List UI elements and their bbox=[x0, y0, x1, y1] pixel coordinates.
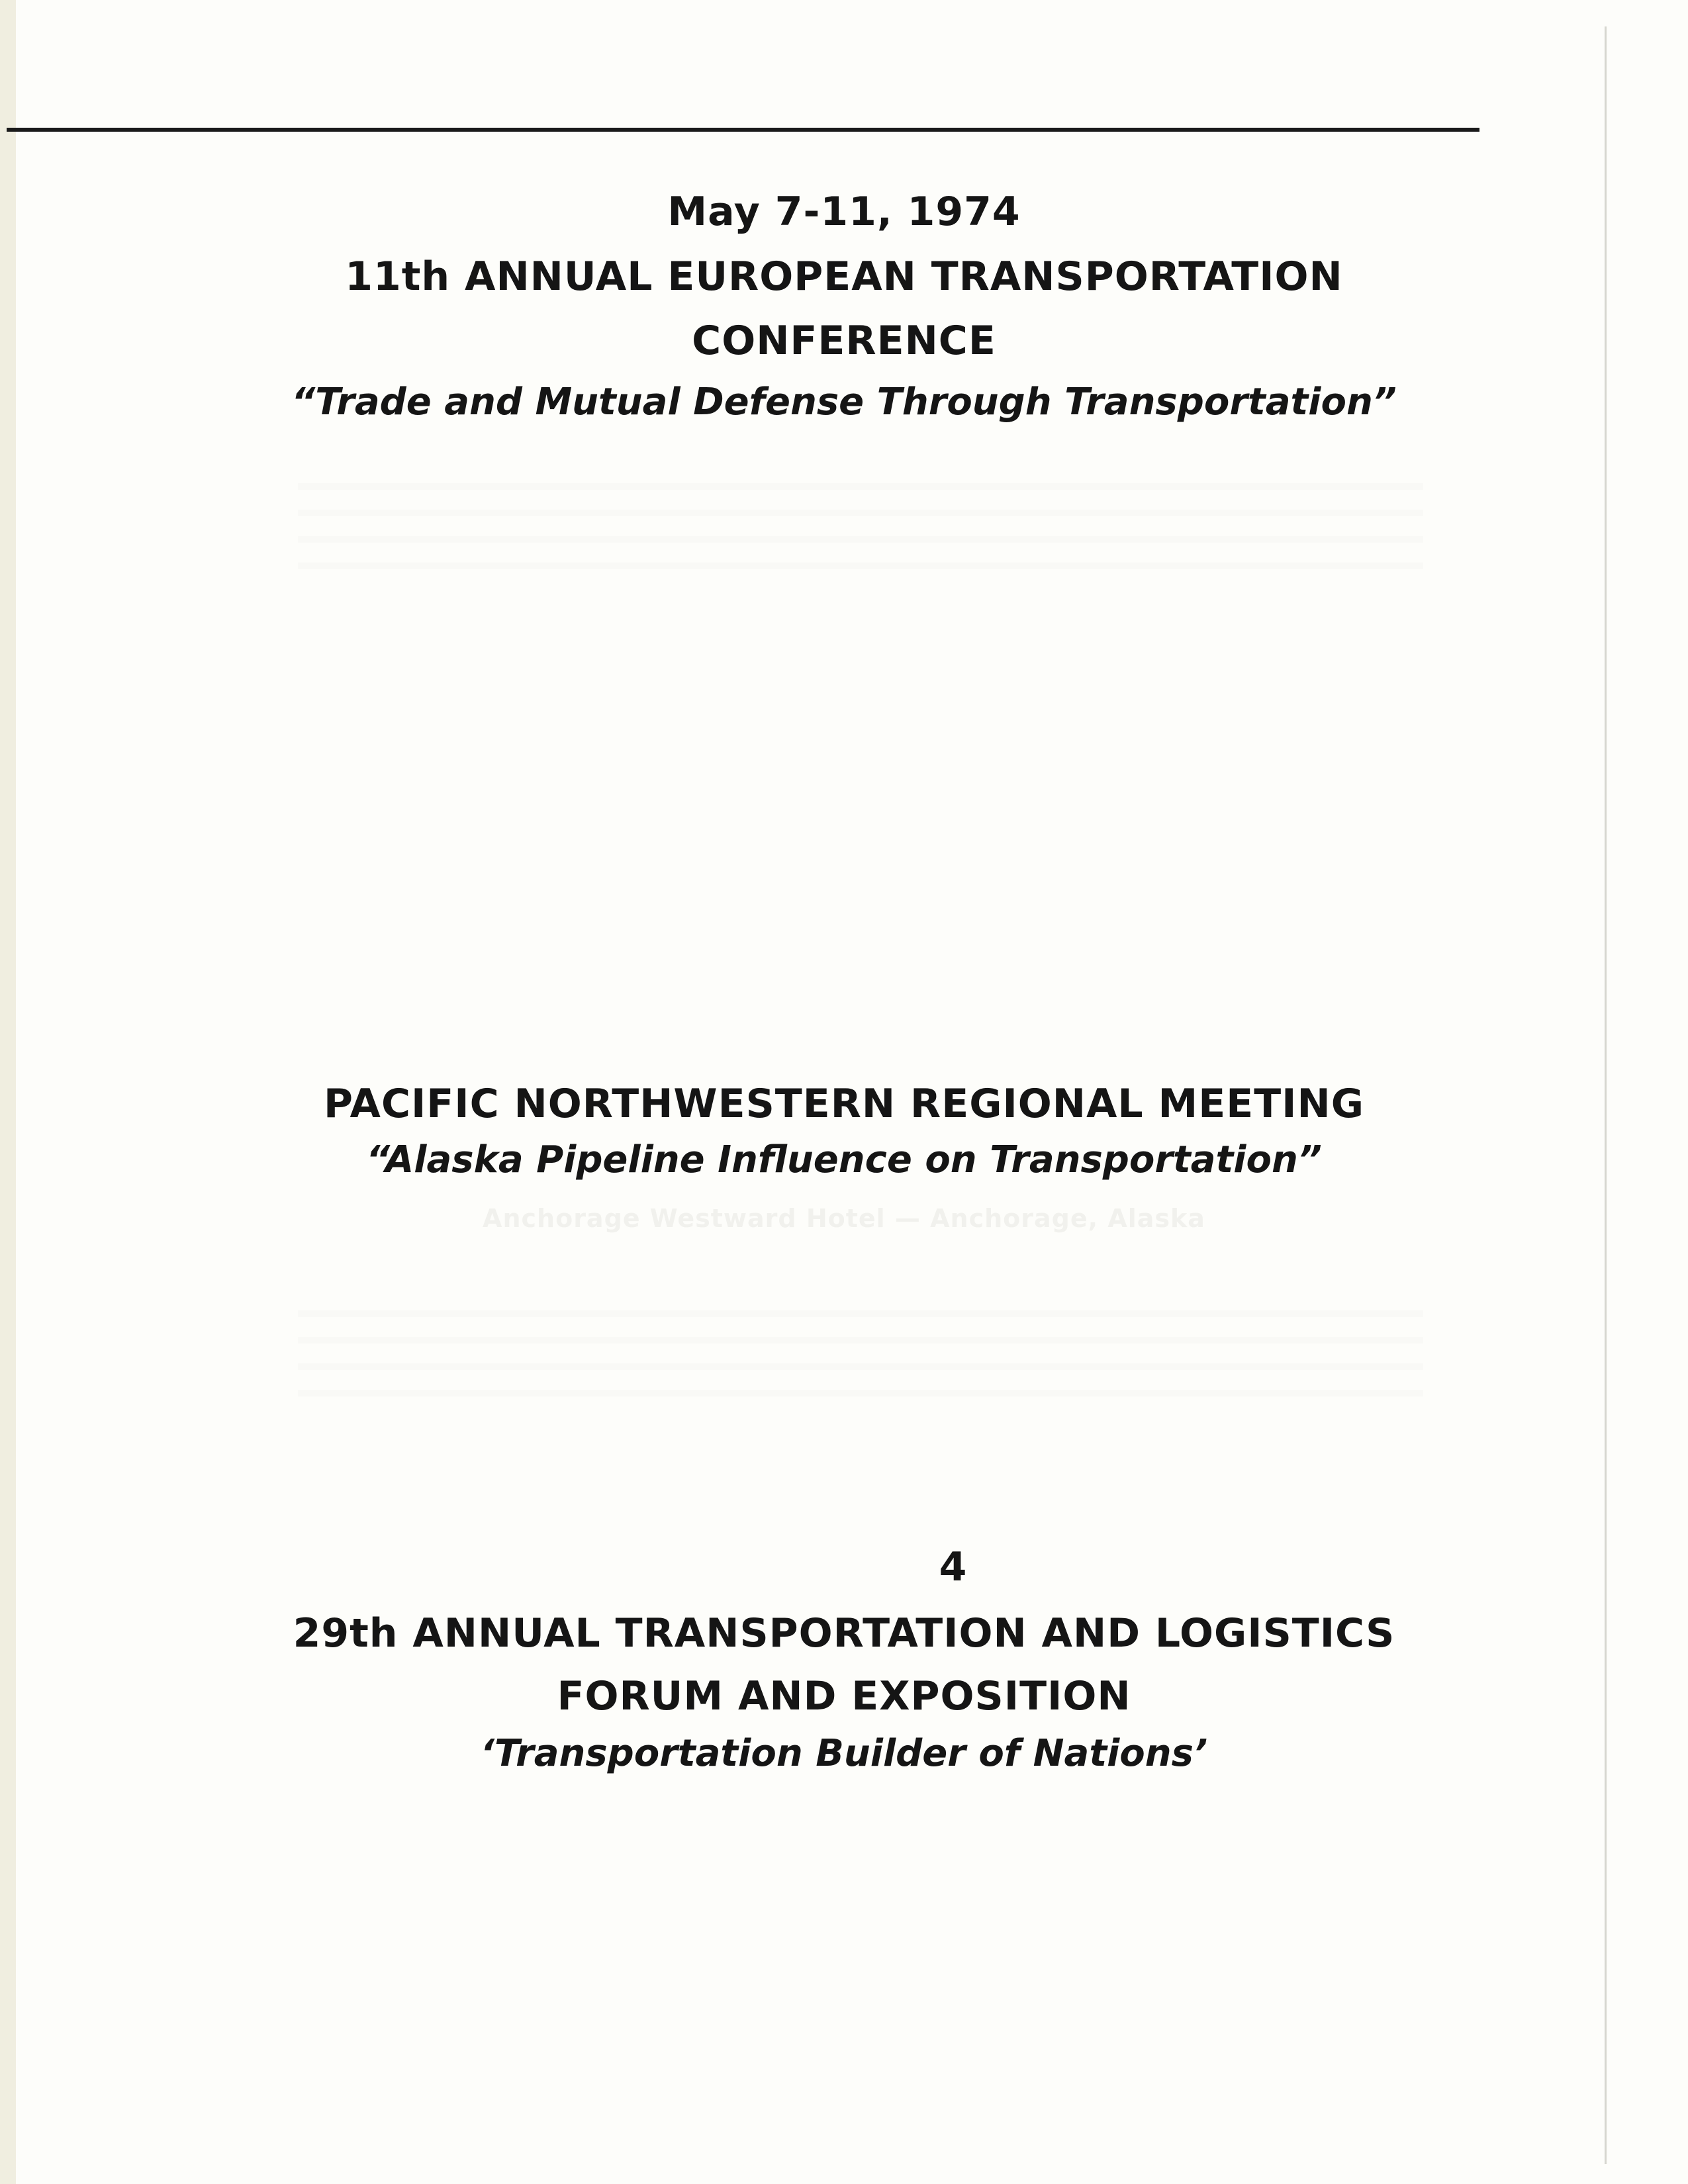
section-1-event-title-line2: CONFERENCE bbox=[692, 318, 996, 364]
section-2-venue: Anchorage Westward Hotel — Anchorage, Alaska bbox=[483, 1204, 1205, 1233]
section-2-theme: “Alaska Pipeline Influence on Transportation” bbox=[366, 1138, 1322, 1181]
faded-text-block bbox=[298, 1291, 1423, 1396]
section-3-event-title: 29th ANNUAL TRANSPORTATION AND LOGISTICS bbox=[293, 1610, 1395, 1657]
section-1-date: May 7-11, 1974 bbox=[667, 189, 1021, 235]
section-1-theme: “Trade and Mutual Defense Through Transportation” bbox=[291, 381, 1397, 424]
top-rule bbox=[7, 128, 1479, 132]
faded-text-block bbox=[298, 463, 1423, 569]
section-3-event-title-line2: FORUM AND EXPOSITION bbox=[557, 1673, 1131, 1719]
section-3-date: 4 bbox=[939, 1544, 968, 1590]
section-3-theme: ‘Transportation Builder of Nations’ bbox=[480, 1732, 1208, 1775]
section-2-event-title: PACIFIC NORTHWESTERN REGIONAL MEETING bbox=[324, 1081, 1364, 1127]
section-1-event-title: 11th ANNUAL EUROPEAN TRANSPORTATION bbox=[345, 253, 1343, 300]
